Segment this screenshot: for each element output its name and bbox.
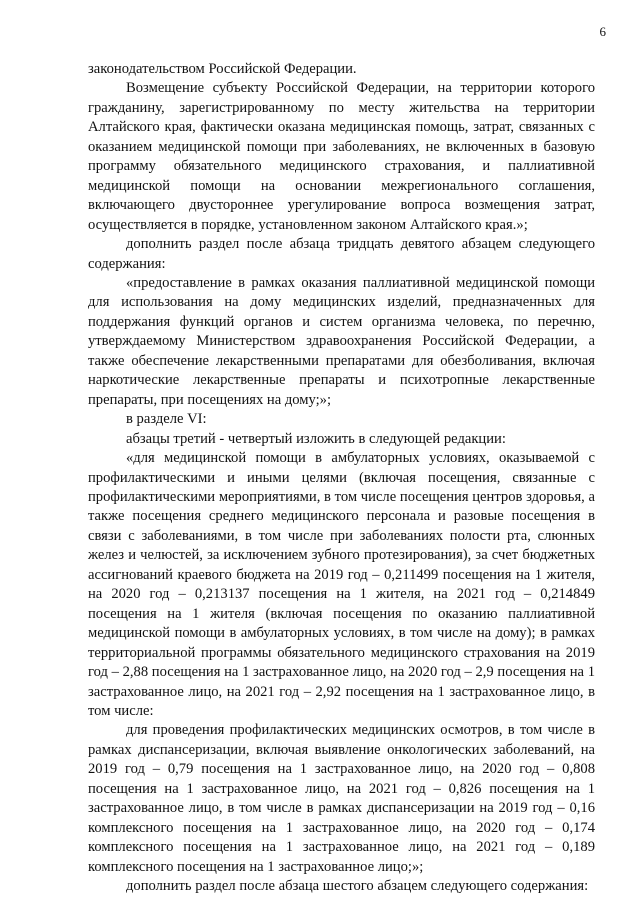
paragraph-section-vi: в разделе VI:	[126, 411, 207, 428]
paragraph-amend-after-sixth: дополнить раздел после абзаца шестого абзацем следующего содержания:	[126, 878, 589, 895]
paragraph-palliative-care: «предоставление в рамках оказания паллиативной медицинской помощи для использования на дому медицинских изделий, предназначенных для поддержания функций органов и систем организма человека, по перечню, утверждаемому Министерством здравоохранения Российской Федерации, а также обеспечение лекарственными препаратами для обезболивания, включая наркотические лекарственные препараты и психотропные лекарственные препараты, при посещениях на дому;»;	[88, 274, 595, 408]
paragraph-continuation: законодательством Российской Федерации.	[88, 61, 357, 77]
document-body	[88, 60, 595, 896]
paragraph-reimbursement: Возмещение субъекту Российской Федерации, на территории которого гражданину, зарегистрированному по месту жительства на территории Алтайского края, фактически оказана медицинская помощь, затрат, связанных с оказанием медицинской помощи при заболеваниях, не включенных в базовую программу обязательного медицинского страхования, и паллиативной медицинской помощи на основании межрегионального соглашения, включающего двустороннее урегулирование вопроса возмещения затрат, осуществляется в порядке, установленном законом Алтайского края.»;	[88, 80, 595, 233]
paragraph-outpatient-care: «для медицинской помощи в амбулаторных условиях, оказываемой с профилактическими и иными целями (включая посещения, связанные с профилактическими мероприятиями, в том числе посещения центров здоровья, а также посещения среднего медицинского персонала и разовые посещения в связи с заболеваниями, в том числе при заболеваниях полости рта, слюнных желез и челюстей, за исключением зубного протезирования), за счет бюджетных ассигнований краевого бюджета на 2019 год – 0,211499 посещения на 1 жителя, на 2020 год – 0,213137 посещения на 1 жителя, на 2021 год – 0,214849 посещения на 1 жителя (включая посещения по оказанию паллиативной медицинской помощи в амбулаторных условиях, в том числе на дому); в рамках территориальной программы обязательного медицинского страхования на 2019 год – 2,88 посещения на 1 застрахованное лицо, на 2020 год – 2,9 посещения на 1 застрахованное лицо, на 2021 год – 2,92 посещения на 1 застрахованное лицо, в том числе:	[88, 450, 595, 719]
paragraph-preventive-exams: для проведения профилактических медицинских осмотров, в том числе в рамках диспансеризации, включая выявление онкологических заболеваний, на 2019 год – 0,79 посещения на 1 застрахованное лицо, на 2020 год – 0,808 посещения на 1 застрахованное лицо, на 2021 год – 0,826 посещения на 1 застрахованное лицо, в том числе в рамках диспансеризации на 2019 год – 0,16 комплексного посещения на 1 застрахованное лицо, на 2020 год – 0,174 комплексного посещения на 1 застрахованное лицо, на 2021 год – 0,189 комплексного посещения на 1 застрахованное лицо;»;	[88, 722, 595, 875]
paragraph-edit-instruction: абзацы третий - четвертый изложить в следующей редакции:	[126, 430, 506, 447]
paragraph-amend-section: дополнить раздел после абзаца тридцать девятого абзацем следующего содержания:	[88, 236, 595, 272]
page-number: 6	[599, 24, 606, 39]
